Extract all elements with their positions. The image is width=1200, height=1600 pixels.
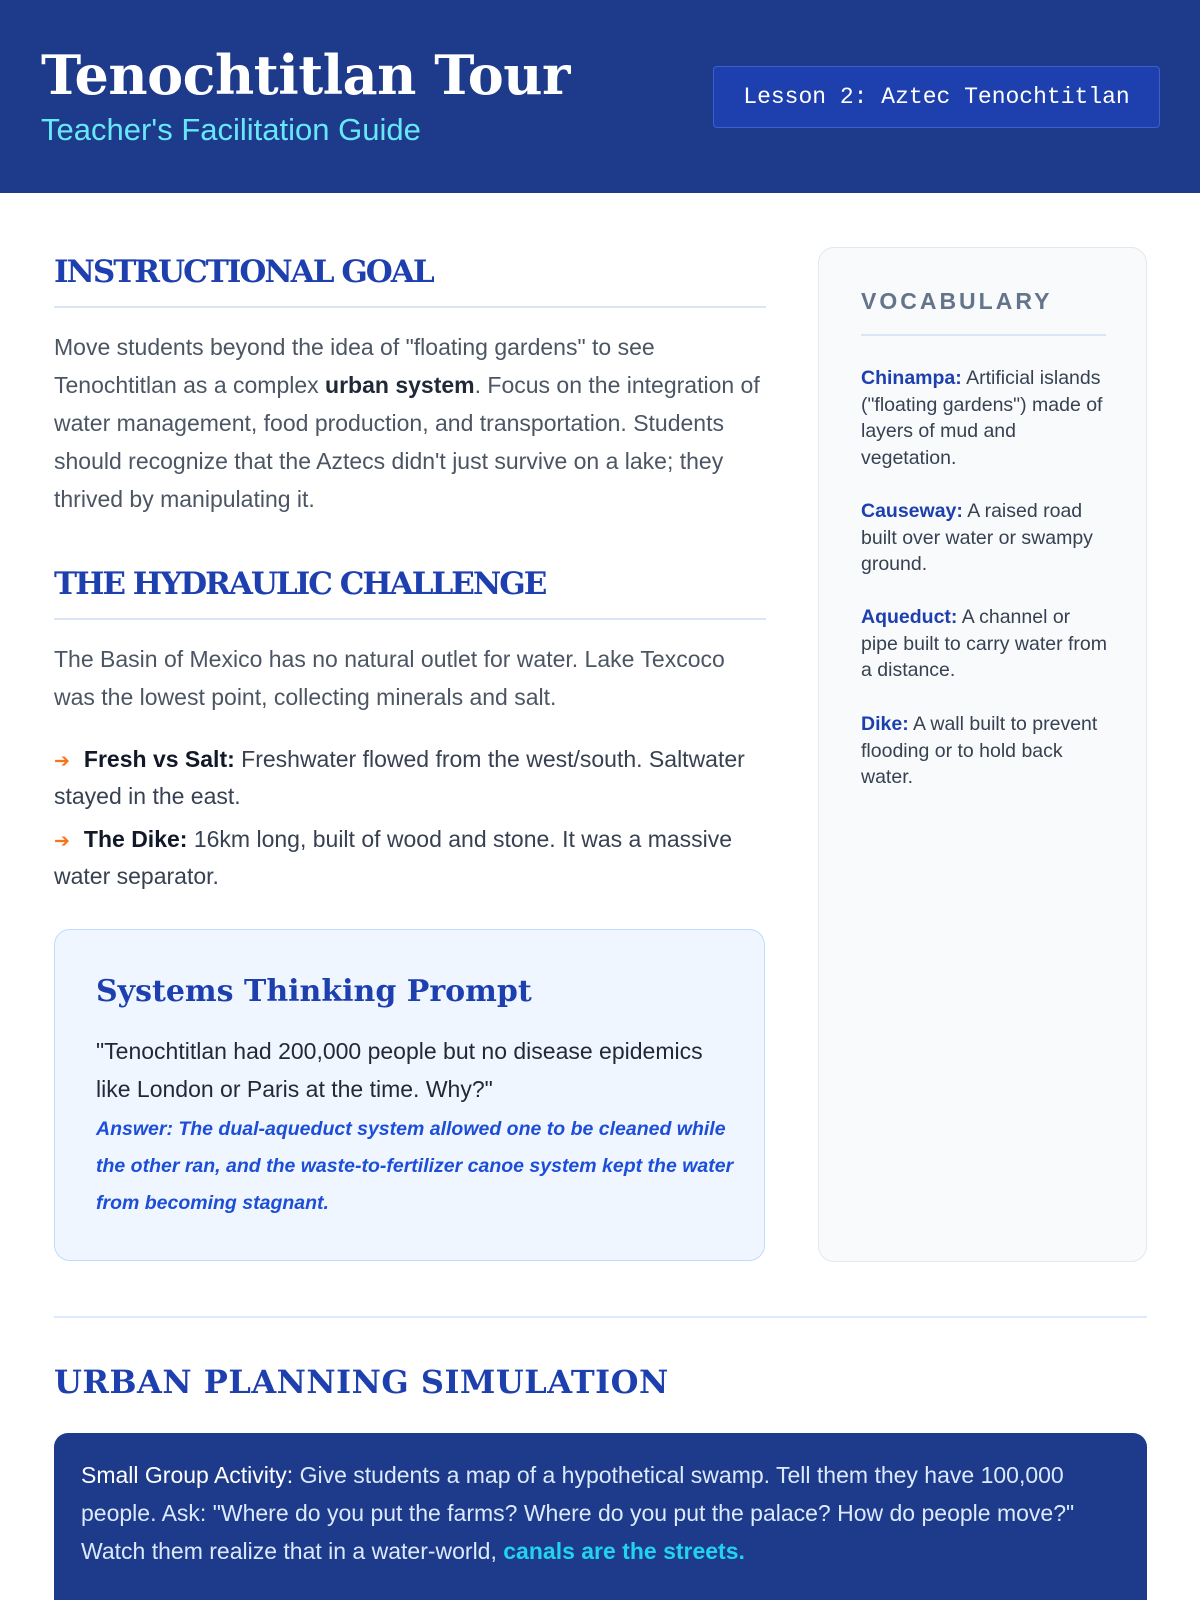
urban-planning-heading: URBAN PLANNING SIMULATION — [54, 1363, 669, 1401]
vocabulary-definition: A raised road built over water or swampy ground. — [861, 500, 1093, 576]
vocabulary-title: VOCABULARY — [861, 288, 1053, 314]
urban-system-emphasis: urban system — [325, 372, 475, 398]
activity-text: Small Group Activity: Give students a map of a hypothetical swamp. Tell them they have 100,000 people. Ask: "Where do you put the farms? Where do you put the palace? How do people move?" Watch them realize that in a water-world, canals are the streets. — [81, 1462, 1075, 1564]
activity-box — [54, 1433, 1147, 1600]
vocabulary-term: Causeway: — [861, 500, 963, 522]
lesson-badge: Lesson 2: Aztec Tenochtitlan — [713, 66, 1160, 128]
vocabulary-item-dike — [861, 711, 1111, 791]
vocabulary-item-chinampa — [861, 365, 1111, 471]
vocabulary-definition: Artificial islands ("floating gardens") made of layers of mud and vegetation. — [861, 367, 1103, 469]
page-header — [0, 0, 1200, 193]
section-divider — [54, 1316, 1147, 1318]
bullet-term: The Dike: — [83, 826, 188, 852]
list-item — [54, 742, 766, 813]
bullet-text: Freshwater flowed from the west/south. Saltwater stayed in the east. — [54, 746, 745, 809]
bullet-text: 16km long, built of wood and stone. It was a massive water separator. — [54, 826, 733, 889]
bullet-term: Fresh vs Salt: — [83, 746, 235, 772]
prompt-answer: Answer: The dual-aqueduct system allowed one to be cleaned while the other ran, and the waste-to-fertilizer canoe system kept the water from becoming stagnant. — [96, 1118, 734, 1214]
vocabulary-item-aqueduct — [861, 604, 1111, 684]
vocabulary-definition: A wall built to prevent flooding or to hold back water. — [861, 713, 1098, 789]
list-item — [54, 822, 766, 893]
arrow-right-icon: ➔ — [54, 751, 70, 772]
systems-thinking-prompt-box — [54, 929, 765, 1261]
arrow-right-icon: ➔ — [54, 831, 70, 852]
page-subtitle: Teacher's Facilitation Guide — [41, 112, 421, 147]
vocabulary-term: Aqueduct: — [861, 606, 958, 628]
activity-lead: Small Group Activity: — [81, 1462, 294, 1488]
instructional-goal-text: Move students beyond the idea of "floating gardens" to see Tenochtitlan as a complex urban system. Focus on the integration of water management, food production, and transportation. Students should recognize that the Aztecs didn't just survive on a lake; they thrived by manipulating it. — [54, 334, 760, 512]
vocabulary-divider — [861, 334, 1106, 336]
page-title: Tenochtitlan Tour — [41, 43, 570, 107]
section-divider — [54, 618, 766, 620]
vocabulary-term: Chinampa: — [861, 367, 962, 389]
instructional-goal-heading: INSTRUCTIONAL GOAL — [54, 254, 433, 290]
vocabulary-sidebar — [818, 247, 1147, 1262]
vocabulary-item-causeway — [861, 498, 1111, 578]
section-divider — [54, 306, 766, 308]
prompt-title: Systems Thinking Prompt — [96, 974, 532, 1009]
hydraulic-challenge-heading: THE HYDRAULIC CHALLENGE — [54, 566, 546, 602]
vocabulary-definition: A channel or pipe built to carry water from a distance. — [861, 606, 1108, 682]
vocabulary-term: Dike: — [861, 713, 909, 735]
activity-highlight: canals are the streets. — [503, 1538, 745, 1564]
hydraulic-challenge-intro: The Basin of Mexico has no natural outlet for water. Lake Texcoco was the lowest point, collecting minerals and salt. — [54, 646, 725, 710]
prompt-question: "Tenochtitlan had 200,000 people but no disease epidemics like London or Paris at the time. Why?" — [96, 1038, 703, 1102]
